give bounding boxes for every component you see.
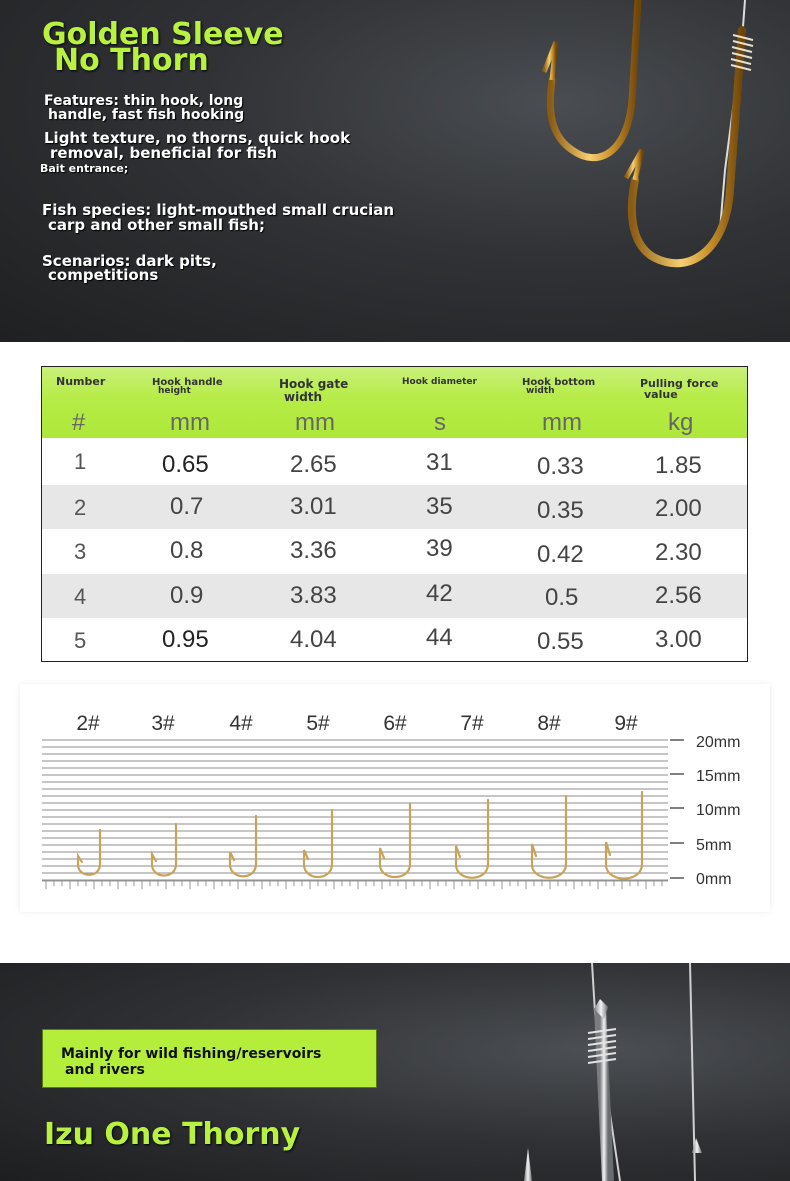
table-row: [42, 485, 747, 529]
cell-hook-diameter: 44: [426, 624, 453, 651]
cell-bottom-width: 0.33: [537, 453, 584, 480]
cell-gate-width: 3.83: [290, 582, 337, 609]
cell-hook-diameter: 42: [426, 580, 453, 607]
silver-hook-icon: [500, 963, 790, 1181]
header-handle-height-sub: height: [158, 386, 191, 396]
header-pulling-force-sub: value: [644, 388, 678, 401]
texture-line2: removal, beneficial for fish: [50, 144, 278, 162]
table-header: [42, 367, 747, 438]
hook-icon: [230, 816, 256, 876]
izu-thorny-banner: [0, 963, 790, 1181]
header-handle-height: Hook handle: [152, 377, 223, 388]
scale-label: 15mm: [696, 768, 741, 785]
unit-pulling-force: kg: [668, 409, 694, 436]
header-gate-width: Hook gate: [279, 377, 349, 391]
cell-hook-diameter: 35: [426, 493, 453, 520]
usage-badge: [42, 1029, 377, 1088]
hook-icon: [532, 796, 566, 878]
usage-line1: Mainly for wild fishing/reservoirs: [61, 1046, 322, 1062]
size-label: 2#: [76, 712, 100, 735]
scale-label: 0mm: [696, 871, 732, 888]
cell-number: 4: [74, 584, 87, 609]
header-number: Number: [56, 375, 106, 388]
bottom-title: Izu One Thorny: [44, 1117, 301, 1152]
cell-gate-width: 3.36: [290, 537, 337, 564]
table-row: [42, 574, 747, 618]
cell-handle-height: 0.7: [170, 493, 204, 520]
banner-title-line1: Golden Sleeve: [42, 17, 284, 52]
cell-pulling-force: 1.85: [655, 452, 702, 479]
cell-pulling-force: 2.00: [655, 495, 702, 522]
header-bottom-width-sub: width: [526, 386, 555, 396]
size-label: 8#: [537, 712, 561, 735]
cell-bottom-width: 0.5: [545, 584, 579, 611]
cell-bottom-width: 0.35: [537, 497, 584, 524]
ruler-grid: [42, 740, 668, 880]
header-gate-width-sub: width: [284, 390, 323, 404]
cell-number: 3: [74, 539, 87, 564]
cell-handle-height: 0.95: [162, 626, 209, 653]
header-bottom-width: Hook bottom: [522, 377, 596, 388]
cell-number: 1: [74, 449, 87, 474]
species-line2: carp and other small fish;: [48, 216, 265, 234]
table-row: [42, 529, 747, 573]
banner-title-line2: No Thorn: [54, 43, 209, 78]
cell-number: 5: [74, 628, 87, 653]
size-label: 4#: [229, 712, 253, 735]
hook-size-ruler-photo: [20, 684, 770, 912]
cell-handle-height: 0.8: [170, 537, 204, 564]
texture-line1: Light texture, no thorns, quick hook: [44, 129, 351, 147]
hook-icon: [152, 824, 176, 876]
header-pulling-force: Pulling force: [640, 377, 719, 390]
cell-number: 2: [74, 495, 87, 520]
cell-gate-width: 4.04: [290, 626, 337, 653]
unit-gate-width: mm: [295, 409, 335, 436]
species-line1: Fish species: light-mouthed small crucian: [42, 201, 395, 219]
table-row: [42, 618, 747, 662]
size-label: 6#: [383, 712, 407, 735]
cell-gate-width: 2.65: [290, 451, 337, 478]
features-line1: Features: thin hook, long: [44, 93, 244, 109]
cell-gate-width: 3.01: [290, 493, 337, 520]
golden-sleeve-banner: [0, 0, 790, 342]
cell-pulling-force: 2.30: [655, 539, 702, 566]
gold-hook-icon: [520, 0, 790, 300]
cell-pulling-force: 2.56: [655, 582, 702, 609]
unit-hook-diameter: s: [434, 409, 446, 436]
cell-bottom-width: 0.42: [537, 541, 584, 568]
scenarios-line2: competitions: [48, 266, 159, 284]
cell-handle-height: 0.65: [162, 451, 209, 478]
usage-line2: and rivers: [65, 1062, 145, 1078]
cell-bottom-width: 0.55: [537, 628, 584, 655]
header-hook-diameter: Hook diameter: [402, 377, 477, 387]
unit-number: #: [72, 409, 86, 436]
features-line2: handle, fast fish hooking: [48, 107, 245, 123]
size-label: 9#: [614, 712, 638, 735]
unit-bottom-width: mm: [542, 409, 582, 436]
scale-label: 10mm: [696, 802, 741, 819]
cell-handle-height: 0.9: [170, 582, 204, 609]
scenarios-line1: Scenarios: dark pits,: [42, 252, 217, 270]
size-label: 7#: [460, 712, 484, 735]
hook-icon: [304, 810, 332, 877]
cell-pulling-force: 3.00: [655, 626, 702, 653]
scale-label: 5mm: [696, 837, 732, 854]
cell-hook-diameter: 31: [426, 449, 453, 476]
scale-label: 20mm: [696, 734, 741, 751]
size-label: 3#: [151, 712, 175, 735]
table-row: [42, 439, 747, 483]
size-label: 5#: [306, 712, 330, 735]
cell-hook-diameter: 39: [426, 535, 453, 562]
unit-handle-height: mm: [170, 409, 210, 436]
spec-table: [41, 366, 748, 662]
hook-size-ruler: [20, 684, 770, 912]
bait-line: Bait entrance;: [40, 162, 129, 175]
